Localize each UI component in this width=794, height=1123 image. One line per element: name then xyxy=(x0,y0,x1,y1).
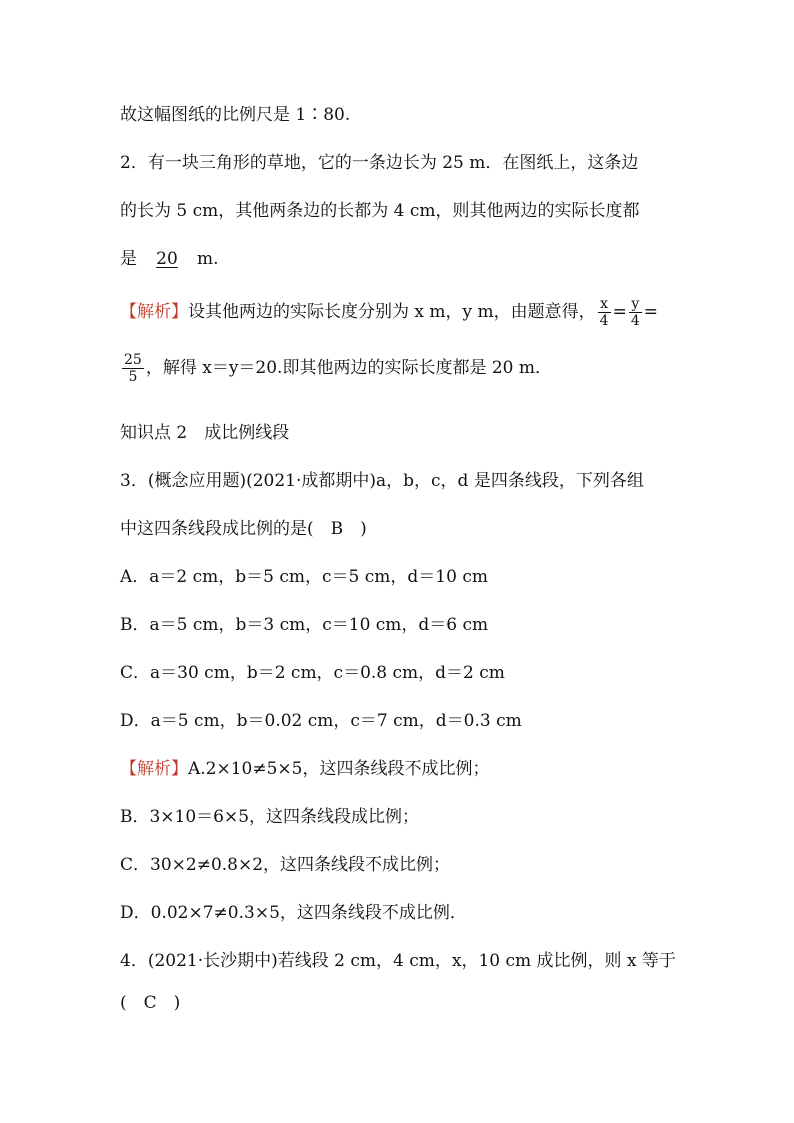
solution-2-line-2 xyxy=(120,352,552,385)
fraction-numerator: y xyxy=(629,296,642,313)
problem-4-line-2: ( C ) xyxy=(120,993,181,1013)
analysis-tag: 【解析】 xyxy=(120,759,188,779)
equals-sign: = xyxy=(612,302,627,322)
text-line-ratio-conclusion: 故这幅图纸的比例尺是 1∶80. xyxy=(120,105,351,125)
option-a: A．a＝2 cm，b＝5 cm，c＝5 cm，d＝10 cm xyxy=(120,567,488,587)
solution-2-line-1 xyxy=(120,296,658,329)
option-c: C．a＝30 cm，b＝2 cm，c＝0.8 cm，d＝2 cm xyxy=(120,663,505,683)
problem-2-line-1: 2．有一块三角形的草地，它的一条边长为 25 m．在图纸上，这条边 xyxy=(120,153,639,173)
fraction-denominator: 5 xyxy=(128,369,138,385)
equals-sign: = xyxy=(643,302,658,322)
option-d: D．a＝5 cm，b＝0.02 cm，c＝7 cm，d＝0.3 cm xyxy=(120,711,522,731)
option-b: B．a＝5 cm，b＝3 cm，c＝10 cm，d＝6 cm xyxy=(120,615,489,635)
problem-2-prefix: 是 xyxy=(120,249,137,269)
problem-3-line-2: 中这四条线段成比例的是( B ) xyxy=(120,519,367,539)
fraction-x-over-4 xyxy=(598,296,611,329)
solution-3-line-2: B．3×10＝6×5，这四条线段成比例； xyxy=(120,807,420,827)
analysis-tag: 【解析】 xyxy=(120,302,188,322)
fraction-denominator: 4 xyxy=(630,313,640,329)
problem-2-line-3 xyxy=(120,248,219,270)
solution-3-line-4: D．0.02×7≠0.3×5，这四条线段不成比例． xyxy=(120,903,467,923)
fraction-y-over-4 xyxy=(629,296,642,329)
solution-2-text: 设其他两边的实际长度分别为 x m，y m，由题意得， xyxy=(188,302,596,322)
solution-3-line-1 xyxy=(120,758,490,780)
fraction-denominator: 4 xyxy=(599,313,609,329)
fraction-numerator: x xyxy=(598,296,611,313)
problem-2-line-2: 的长为 5 cm，其他两条边的长都为 4 cm，则其他两边的实际长度都 xyxy=(120,201,640,221)
problem-2-unit: m. xyxy=(197,249,219,269)
problem-4-line-1: 4．(2021·长沙期中)若线段 2 cm，4 cm，x，10 cm 成比例，则 x 等于 xyxy=(120,951,676,971)
fraction-25-over-5 xyxy=(122,352,144,385)
solution-2-result: ，解得 x＝y＝20.即其他两边的实际长度都是 20 m． xyxy=(145,358,553,378)
answer-blank: 20 xyxy=(156,249,178,269)
problem-3-line-1: 3．(概念应用题)(2021·成都期中)a，b，c，d 是四条线段，下列各组 xyxy=(120,471,644,491)
knowledge-point-heading: 知识点 2 成比例线段 xyxy=(120,423,290,443)
fraction-numerator: 25 xyxy=(124,352,142,368)
solution-3-text-a: A.2×10≠5×5，这四条线段不成比例； xyxy=(188,759,490,779)
solution-3-line-3: C．30×2≠0.8×2，这四条线段不成比例； xyxy=(120,855,451,875)
